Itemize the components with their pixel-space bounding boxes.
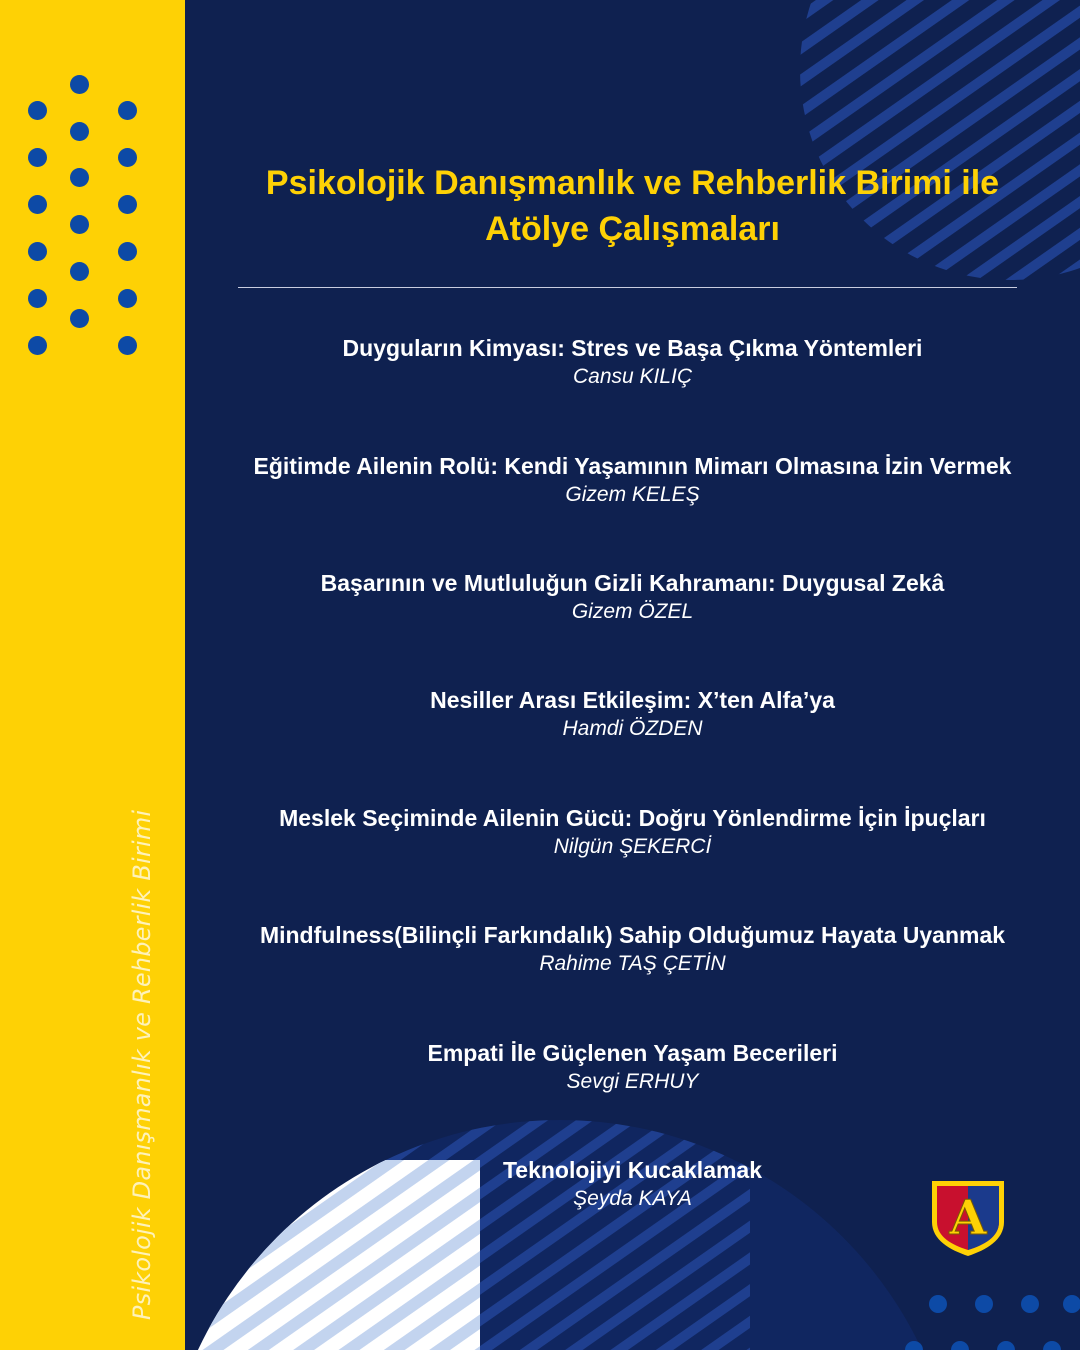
workshop-presenter: Hamdi ÖZDEN: [562, 717, 703, 740]
workshop-presenter: Sevgi ERHUY: [566, 1070, 699, 1093]
workshop-title: Meslek Seçiminde Ailenin Gücü: Doğru Yönlendirme İçin İpuçları: [279, 805, 986, 831]
workshop-presenter: Rahime TAŞ ÇETİN: [539, 952, 726, 975]
workshop-title: Mindfulness(Bilinçli Farkındalık) Sahip Olduğumuz Hayata Uyanmak: [259, 922, 1006, 948]
title-line-1: Psikolojik Danışmanlık ve Rehberlik Birimi ile: [265, 164, 1000, 202]
workshop-presenter: Nilgün ŞEKERCİ: [553, 835, 712, 858]
workshop-presenter: Gizem KELEŞ: [565, 483, 700, 506]
workshop-presenter: Gizem ÖZEL: [571, 600, 694, 623]
workshop-title: Teknolojiyi Kucaklamak: [502, 1157, 763, 1183]
workshop-presenter: Şeyda KAYA: [573, 1187, 692, 1210]
workshop-title: Empati İle Güçlenen Yaşam Becerileri: [427, 1040, 838, 1066]
workshop-title: Eğitimde Ailenin Rolü: Kendi Yaşamının Mimarı Olmasına İzin Vermek: [253, 453, 1012, 479]
sidebar-vertical-label: Psikolojik Danışmanlık ve Rehberlik Birimi: [128, 809, 156, 1320]
workshop-title: Duyguların Kimyası: Stres ve Başa Çıkma Yöntemleri: [342, 335, 923, 361]
workshop-presenter: Cansu KILIÇ: [572, 365, 693, 388]
title-line-2: Atölye Çalışmaları: [485, 210, 780, 248]
workshop-title: Başarının ve Mutluluğun Gizli Kahramanı: Duygusal Zekâ: [320, 570, 945, 596]
workshop-title: Nesiller Arası Etkileşim: X’ten Alfa’ya: [430, 687, 835, 713]
logo-letter: A: [949, 1190, 987, 1246]
